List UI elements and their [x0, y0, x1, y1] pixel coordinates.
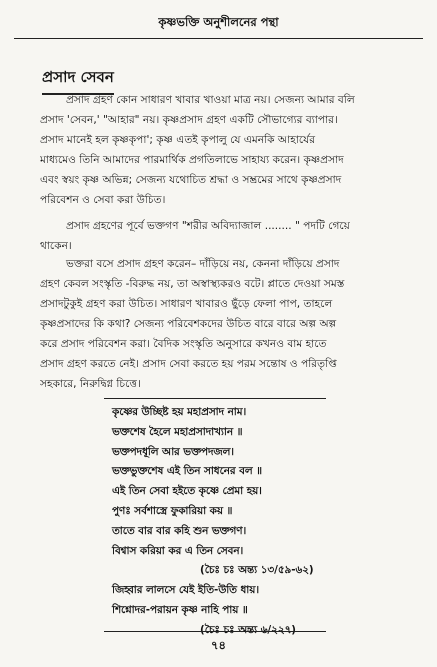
paragraph-line: মাধ্যমেও তিনি আমাদের পারমার্থিক প্রগতিলাভে সাহায্য করেন। কৃষ্ণপ্রসাদ [40, 154, 344, 166]
verse-line: শিশ্নোদর-পরায়ন কৃষ্ণ নাহি পায় ॥ [112, 603, 248, 616]
paragraph-line: প্রসাদ 'সেবন,' "আহার" নয়। কৃষ্ণপ্রসাদ গ্রহণ একটি সৌভাগ্যের ব্যাপার। [40, 114, 338, 126]
verse-line: এই তিন সেবা হইতে কৃষ্ণে প্রেমা হয়। [112, 485, 262, 498]
verse-line: পুণঃ সর্বশাস্ত্রে ফুকারিয়া কয় ॥ [112, 504, 233, 517]
verse-line: কৃষ্ণের উচ্ছিষ্ট হয় মহাপ্রসাদ নাম। [112, 406, 247, 418]
paragraph-3 [40, 254, 423, 394]
verse-line: ভক্তভুক্তশেষ এই তিন সাধনের বল ॥ [112, 465, 262, 478]
verse-line: ভক্তপদধূলি আর ভক্তপদজল। [112, 445, 234, 458]
paragraph-line: প্রসাদ মানেই হল কৃষ্ণকৃপা'; কৃষ্ণ এতই কৃপালু যে এমনকি আহার্যের [40, 134, 316, 146]
verse-top-rule [104, 398, 326, 399]
verse-line: ভক্তশেষ হৈলে মহাপ্রসাদাখ্যান ॥ [112, 425, 243, 438]
paragraph-line: থাকেন। [40, 240, 72, 252]
paragraph-1 [40, 90, 423, 210]
paragraph-2 [40, 216, 423, 256]
verse-line: তাতে বার বার কহি শুন ভক্তগণ। [112, 524, 247, 537]
paragraph-line: প্রসাদ গ্রহণ করতে নেই। প্রসাদ সেবা করতে হয় পরম সন্তোষ ও পরিতৃপ্তি [40, 358, 337, 370]
verse-reference: (চৈঃ চঃ অন্ত্য ৬/২২৭) [200, 623, 296, 636]
verse-reference: (চৈঃ চঃ অন্ত্য ১৩/৫৯-৬২) [200, 564, 314, 577]
header-rule [14, 38, 423, 39]
paragraph-line: করে প্রসাদ পরিবেশন করা। বৈদিক সংস্কৃতি অনুসারে কখনও বাম হাতে [40, 338, 327, 350]
paragraph-line: পরিবেশন ও সেবা করা উচিত। [40, 194, 166, 206]
paragraph-line: সহকারে, নিরুদ্বিগ্ন চিত্তে। [40, 378, 141, 390]
running-title: কৃষ্ণভক্তি অনুশীলনের পন্থা [158, 15, 279, 29]
paragraph-line: ভক্তরা বসে প্রসাদ গ্রহণ করেন– দাঁড়িয়ে নয়, কেননা দাঁড়িয়ে প্রসাদ [66, 258, 340, 270]
page-number: ৭৪ [211, 638, 226, 652]
paragraph-line: গ্রহণ কেবল সংস্কৃতি -বিরুদ্ধ নয়, তা অস্বাস্থ্যকরও বটে। প্লাতে দেওয়া সমস্ত [40, 278, 345, 290]
verse-line: বিশ্বাস করিয়া কর এ তিন সেবন। [112, 544, 244, 557]
section-title: প্রসাদ সেবন [42, 66, 114, 95]
verse-bottom-rule [104, 631, 326, 632]
paragraph-line: কৃষ্ণপ্রসাদের কি কথা? সেজন্য পরিবেশকদের উচিত বারে বারে অল্প অল্প [40, 318, 337, 330]
paragraph-line: প্রসাদ গ্রহণের পূর্বে ভক্তগণ "শরীর অবিদ্যাজাল ........ " পদটি গেয়ে [66, 220, 350, 232]
paragraph-line: এবং স্বয়ং কৃষ্ণ অভিন্ন; সেজন্য যথোচিত শ্রদ্ধা ও সম্ভ্রমের সাথে কৃষ্ণপ্রসাদ [40, 174, 342, 186]
verse-block [112, 403, 427, 641]
paragraph-line: প্রসাদ গ্রহণ কোন সাধারণ খাবার খাওয়া মাত্র নয়। সেজন্য আমার বলি [66, 94, 355, 106]
verse-line: জিহ্বার লালসে যেই ইতি-উতি ধায়। [112, 584, 259, 597]
paragraph-line: প্রসাদটুকুই গ্রহণ করা উচিত। সাধারণ খাবারও ছুঁড়ে ফেলা পাপ, তাহলে [40, 298, 333, 310]
